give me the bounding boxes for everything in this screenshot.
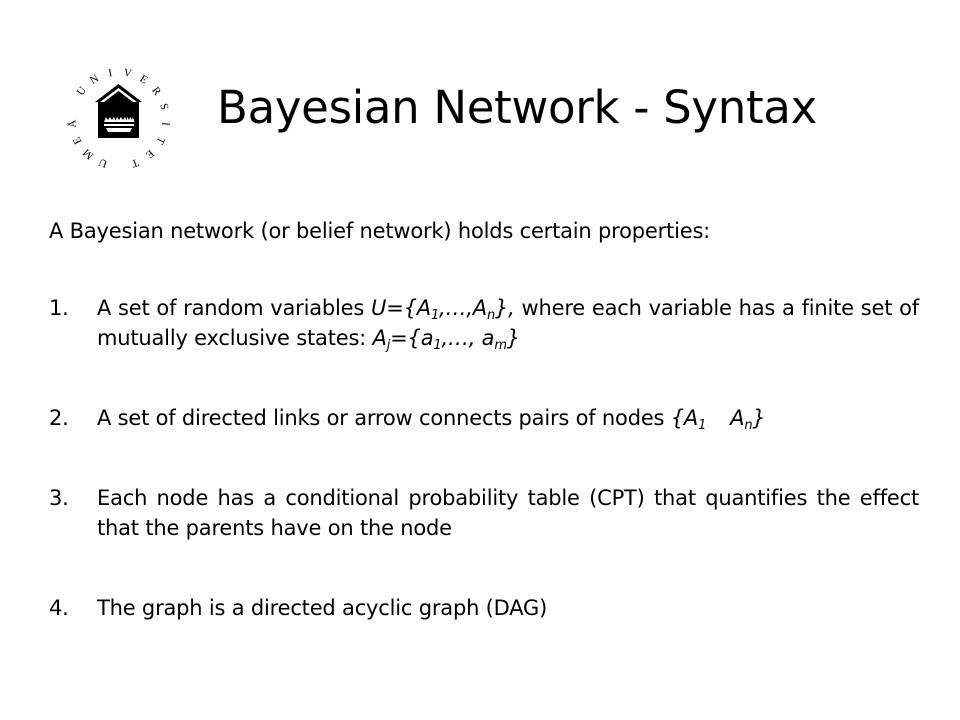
seal-letter: E [137, 72, 150, 87]
seal-letter: I [159, 121, 172, 127]
item-number: 4. [49, 596, 69, 620]
seal-letter: U [97, 155, 109, 170]
intro-text: A Bayesian network (or belief network) holds certain properties: [49, 219, 711, 243]
seal-letter: E [70, 134, 85, 147]
slide-title: Bayesian Network - Syntax [217, 81, 817, 134]
seal-letter: Å [66, 119, 80, 129]
item-text: A set of directed links or arrow connects pairs of nodes {$A_1$ $A_n$} [97, 406, 766, 433]
seal-letter: T [129, 155, 141, 170]
seal-letter: U [74, 84, 89, 99]
item-number: 2. [49, 406, 69, 430]
item-text: A set of random variables $U=\{A_1,\dots,A_n\}$, where each variable has a finite set of mutually exclusive states: $A_j=\{a_1,\dots$, $a_m$} [97, 296, 919, 353]
umea-university-seal-icon [64, 66, 174, 176]
seal-letter: T [153, 134, 168, 147]
seal-letter: R [149, 84, 164, 98]
seal-letter: V [122, 66, 133, 80]
seal-letter: M [80, 146, 96, 162]
item-number: 1. [49, 296, 69, 320]
item-text: Each node has a conditional probability table (CPT) that quantifies the effect that the parents have on the node [97, 486, 919, 540]
university-logo [64, 66, 174, 176]
item-number: 3. [49, 486, 69, 510]
item-text: The graph is a directed acyclic graph (DAG) [97, 596, 548, 620]
seal-letter: I [107, 67, 114, 80]
seal-letter: N [87, 72, 101, 87]
seal-letter: E [143, 147, 157, 161]
seal-letter: S [157, 102, 171, 112]
